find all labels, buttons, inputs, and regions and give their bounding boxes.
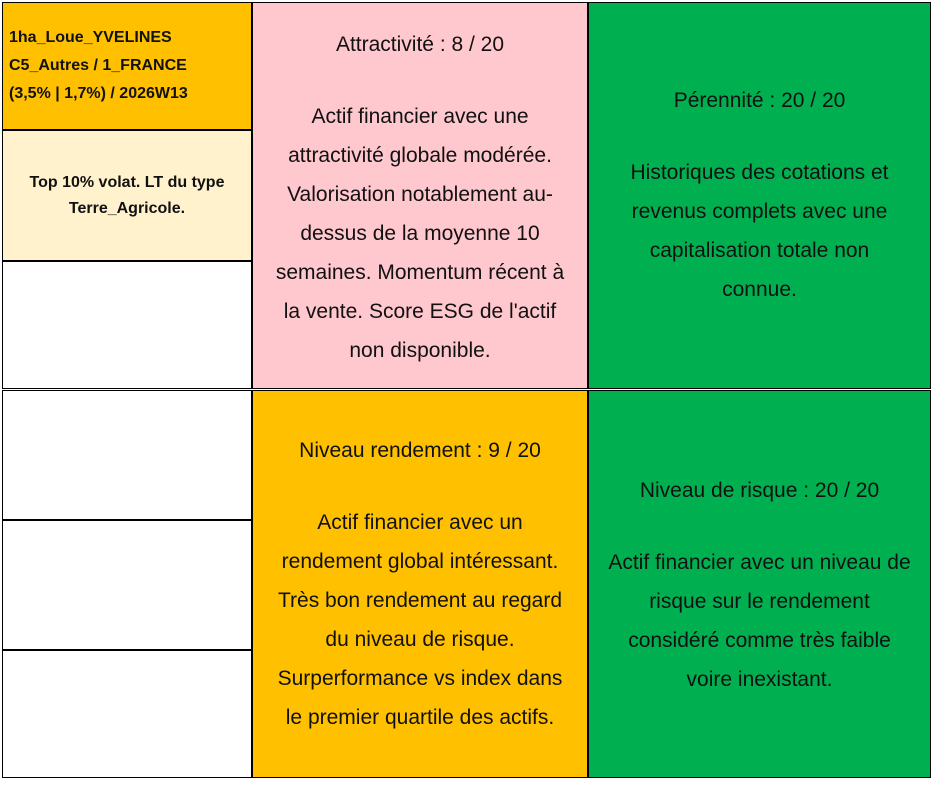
rendement-line: Surperformance vs index dans	[277, 667, 563, 690]
rendement-score: Niveau rendement : 9 / 20	[299, 439, 541, 462]
asset-stats: (3,5% | 1,7%) / 2026W13	[9, 85, 188, 102]
risque-line: considéré comme très faible	[628, 629, 891, 652]
rendement-line: rendement global intéressant.	[281, 550, 559, 573]
attractivite-score: Attractivité : 8 / 20	[335, 33, 505, 56]
empty-cell	[2, 520, 252, 650]
perennite-line: Historiques des cotations et	[630, 161, 889, 184]
rendement-line: Très bon rendement au regard	[277, 589, 563, 612]
attractivite-cell	[252, 2, 588, 389]
attractivite-line: semaines. Momentum récent à	[275, 261, 565, 284]
perennite-cell	[588, 2, 931, 389]
rendement-cell	[252, 390, 588, 778]
asset-name: 1ha_Loue_YVELINES	[9, 29, 172, 46]
volatility-note-cell	[2, 130, 252, 261]
attractivite-line: Valorisation notablement au-	[287, 183, 553, 206]
empty-cell	[2, 261, 252, 389]
attractivite-line: non disponible.	[349, 339, 491, 362]
perennite-line: revenus complets avec une	[631, 200, 888, 223]
empty-cell	[2, 390, 252, 520]
rendement-line: Actif financier avec un	[317, 511, 523, 534]
risque-score: Niveau de risque : 20 / 20	[639, 479, 880, 502]
asset-header-cell	[2, 2, 252, 130]
rendement-line: le premier quartile des actifs.	[285, 706, 555, 729]
volatility-note-line: Terre_Agricole.	[68, 199, 186, 217]
empty-cell	[2, 650, 252, 778]
attractivite-line: attractivité globale modérée.	[288, 144, 552, 167]
volatility-note-line: Top 10% volat. LT du type	[29, 173, 225, 191]
asset-category: C5_Autres / 1_FRANCE	[9, 57, 187, 74]
attractivite-line: Actif financier avec une	[311, 105, 529, 128]
attractivite-line: dessus de la moyenne 10	[300, 222, 540, 245]
perennite-score: Pérennité : 20 / 20	[673, 89, 846, 112]
rendement-line: du niveau de risque.	[325, 628, 515, 651]
perennite-line: capitalisation totale non	[649, 239, 870, 262]
risque-line: voire inexistant.	[686, 668, 833, 691]
perennite-line: connue.	[722, 278, 797, 301]
risque-line: risque sur le rendement	[649, 590, 870, 613]
attractivite-line: la vente. Score ESG de l'actif	[283, 300, 557, 323]
risque-line: Actif financier avec un niveau de	[608, 551, 911, 574]
risque-cell	[588, 390, 931, 778]
